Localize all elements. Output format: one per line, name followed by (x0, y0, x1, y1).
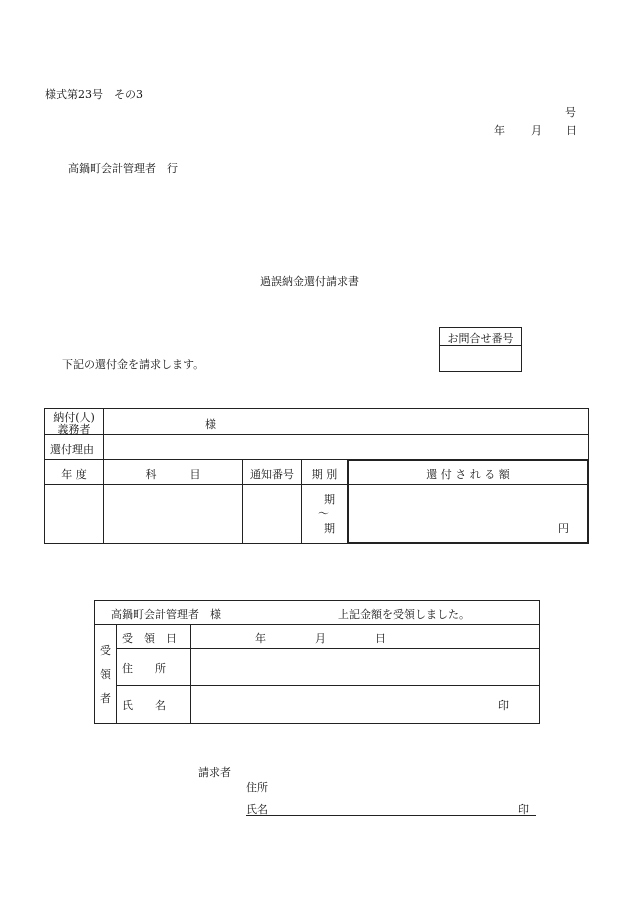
period-to: 期 (324, 522, 335, 535)
year-cell[interactable] (46, 487, 101, 541)
addressee: 高鍋町会計管理者 行 (68, 162, 178, 175)
item-cell[interactable] (105, 487, 240, 541)
receiver-name-field[interactable] (195, 689, 485, 719)
receiver-char-3: 者 (100, 692, 111, 705)
claimant-address-label: 住所 (246, 781, 268, 794)
header-notice-number: 通知番号 (250, 468, 294, 481)
receiver-char-2: 領 (100, 668, 111, 681)
receiver-name-label: 氏 名 (122, 699, 166, 712)
row-divider (94, 624, 540, 625)
refund-reason-label: 還付理由 (50, 443, 94, 456)
receiver-char-1: 受 (100, 644, 111, 657)
claimant-name-underline (246, 815, 536, 816)
received-day-label: 日 (375, 632, 386, 645)
received-month-label: 月 (315, 632, 326, 645)
refund-amount-field[interactable] (352, 490, 547, 536)
payer-label: 納付(人) (53, 411, 95, 424)
notice-number-cell[interactable] (244, 487, 299, 541)
period-from: 期 (324, 493, 335, 506)
inquiry-number-box (439, 327, 522, 372)
header-item: 科 目 (145, 468, 201, 481)
inquiry-number-label: お問合せ番号 (447, 332, 514, 345)
header-period: 期 別 (311, 468, 338, 481)
receipt-addressee: 高鍋町会計管理者 様 (111, 608, 221, 621)
receipt-statement: 上記金額を受領しました。 (338, 608, 470, 621)
claimant-label: 請求者 (198, 766, 231, 779)
date-month-label: 月 (531, 124, 542, 137)
receiver-seal-mark: 印 (498, 699, 509, 712)
intro-text: 下記の還付金を請求します。 (62, 358, 205, 371)
claimant-name-label: 氏名 (246, 803, 268, 816)
refund-reason-field[interactable] (108, 438, 583, 456)
period-tilde: ～ (318, 507, 329, 520)
row-divider (44, 434, 589, 435)
payer-name-field[interactable] (108, 412, 198, 430)
yen-unit: 円 (558, 522, 569, 535)
received-year-label: 年 (255, 632, 266, 645)
payer-label-2: 義務者 (57, 423, 91, 436)
payer-honorific: 様 (205, 418, 216, 431)
receiver-address-field[interactable] (195, 652, 535, 682)
col-divider (116, 624, 117, 723)
header-year: 年 度 (61, 468, 87, 481)
claimant-name-field[interactable] (275, 799, 510, 814)
received-date-label: 受 領 日 (122, 632, 177, 645)
claimant-address-field[interactable] (275, 777, 535, 793)
col-divider (190, 624, 191, 723)
date-year-label: 年 (494, 124, 505, 137)
number-suffix: 号 (565, 106, 576, 119)
date-day-label: 日 (566, 124, 577, 137)
inquiry-divider (440, 345, 521, 346)
claimant-seal-mark: 印 (518, 803, 529, 816)
row-divider (116, 685, 540, 686)
header-refund-amount: 還 付 さ れ る 額 (426, 468, 510, 481)
row-divider (116, 648, 540, 649)
form-number: 様式第23号 その3 (45, 88, 143, 101)
receiver-address-label: 住 所 (122, 662, 166, 675)
document-title: 過誤納金還付請求書 (260, 275, 359, 288)
